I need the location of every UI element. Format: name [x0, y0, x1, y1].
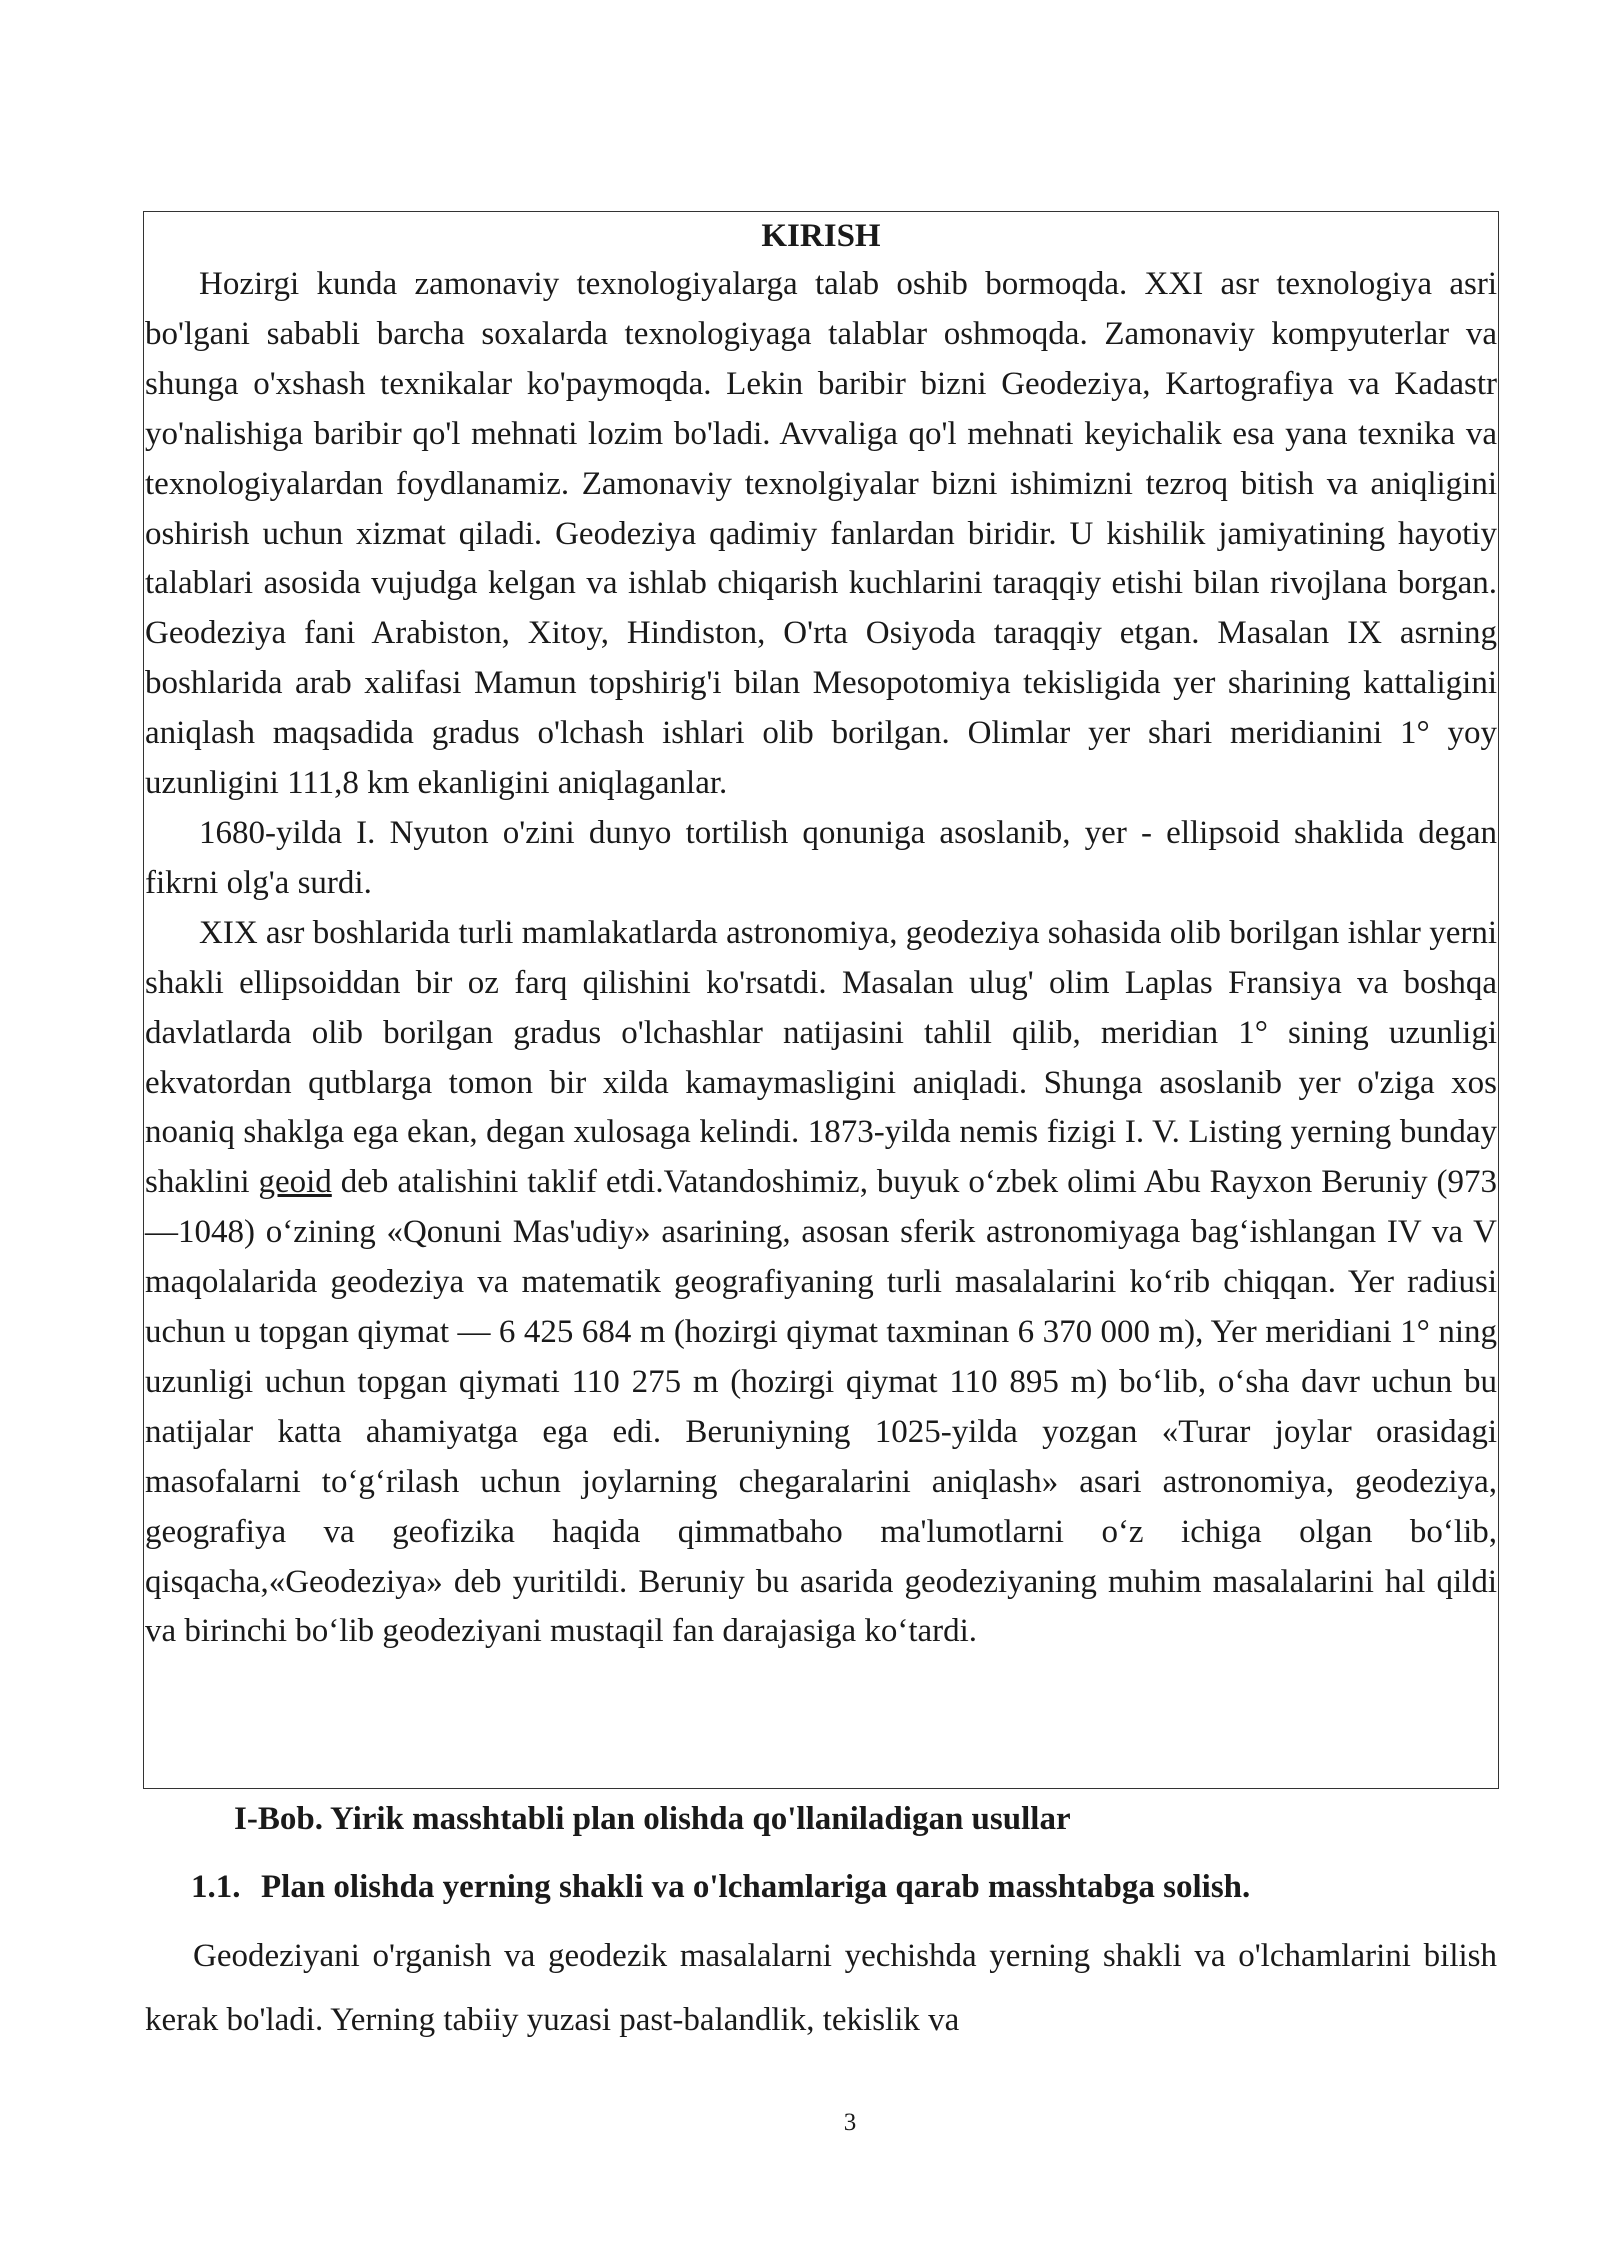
intro-frame [143, 211, 1499, 1789]
intro-paragraph-3 [145, 909, 1497, 1658]
intro-paragraph-3-end: deb atalishini taklif etdi.Vatandoshimiz, buyuk o‘zbek olimi Abu Rayxon Beruniy (973—1048) o‘zining «Qonuni Mas'udiy» asarining, asosan sferik astronomiyaga bag‘ishlangan IV va V maqolalarida geodeziya va matematik geografiyaning turli masalalarini ko‘rib chiqqan. Yer radiusi uchun u topgan qiymat — 6 425 684 m (hozirgi qiymat taxminan 6 370 000 m), Yer meridiani 1° ning uzunligi uchun topgan qiymati 110 275 m (hozirgi qiymat 110 895 m) bo‘lib, o‘sha davr uchun bu natijalar katta ahamiyatga ega edi. Beruniyning 1025-yilda yozgan «Turar joylar orasidagi masofalarni to‘g‘rilash uchun joylarning chegaralarini aniqlash» asari astronomiya, geodeziya, geografiya va geofizika haqida qimmatbaho ma'lumotlarni o‘z ichiga olgan bo‘lib, qisqacha,«Geodeziya» deb yuritildi. Beruniy bu asarida geodeziyaning muhim masalalarini hal qildi va birinchi bo‘lib geodeziyani mustaqil fan darajasiga ko‘tardi. [145, 1164, 1498, 1650]
body-paragraph: Geodeziyani o'rganish va geodezik masalalarni yechishda yerning shakli va o'lchamlarini bilish kerak bo'ladi. Yerning tabiiy yuzasi past-balandlik, tekislik va [145, 1938, 1497, 2038]
intro-paragraph-1: Hozirgi kunda zamonaviy texnologiyalarga talab oshib bormoqda. XXI asr texnologiya asri bo'lgani sababli barcha soxalarda texnologiyaga talablar oshmoqda. Zamonaviy kompyuterlar va shunga o'xshash texnikalar ko'paymoqda. Lekin baribir bizni Geodeziya, Kartografiya va Kadastr yo'nalishiga baribir qo'l mehnati lozim bo'ladi. Avvaliga qo'l mehnati keyichalik esa yana texnika va texnologiyalardan foydlanamiz. Zamonaviy texnolgiyalar bizni ishimizni tezroq bitish va aniqligini oshirish uchun xizmat qiladi. Geodeziya qadimiy fanlardan biridir. U kishilik jamiyatining hayotiy talablari asosida vujudga kelgan va ishlab chiqarish kuchlarini taraqqiy etishi bilan rivojlana borgan. Geodeziya fani Arabiston, Xitoy, Hindiston, O'rta Osiyoda taraqqiy etgan. Masalan IX asrning boshlarida arab xalifasi Mamun topshirig'i bilan Mesopotomiya tekisligida yer sharining kattaligini aniqlash maqsadida gradus o'lchash ishlari olib borilgan. Olimlar yer shari meridianini 1° yoy uzunligini 111,8 km ekanligini aniqlaganlar. [145, 266, 1497, 802]
chapter-heading: I-Bob. Yirik masshtabli plan olishda qo'llaniladigan usullar [234, 1801, 1071, 1837]
intro-title: KIRISH [761, 218, 881, 254]
geoid-term: geoid [258, 1164, 332, 1201]
intro-paragraph-3-start: XIX asr boshlarida turli mamlakatlarda astronomiya, geodeziya sohasida olib borilgan ishlar yerni shakli ellipsoiddan bir oz farq qilishini ko'rsatdi. Masalan ulug' olim Laplas Fransiya va boshqa davlatlarda olib borilgan gradus o'lchashlar natijasini tahlil qilib, meridian 1° sining uzunligi ekvatordan qutblarga tomon bir xilda kamaymasligini aniqladi. Shunga asoslanib yer o'ziga xos noaniq shaklga ega ekan, degan xulosaga kelindi. 1873-yilda nemis fizigi I. V. Listing yerning bunday shaklini [145, 914, 1497, 1201]
page-number: 3 [843, 2109, 857, 2136]
section-number: 1.1. [191, 1869, 241, 1905]
section-title: Plan olishda yerning shakli va o'lchamlariga qarab masshtabga solish. [261, 1869, 1251, 1905]
section-heading [191, 1862, 1441, 1912]
intro-paragraph-2: 1680-yilda I. Nyuton o'zini dunyo tortilish qonuniga asoslanib, yer - ellipsoid shaklida degan fikrni olg'a surdi. [145, 814, 1497, 901]
